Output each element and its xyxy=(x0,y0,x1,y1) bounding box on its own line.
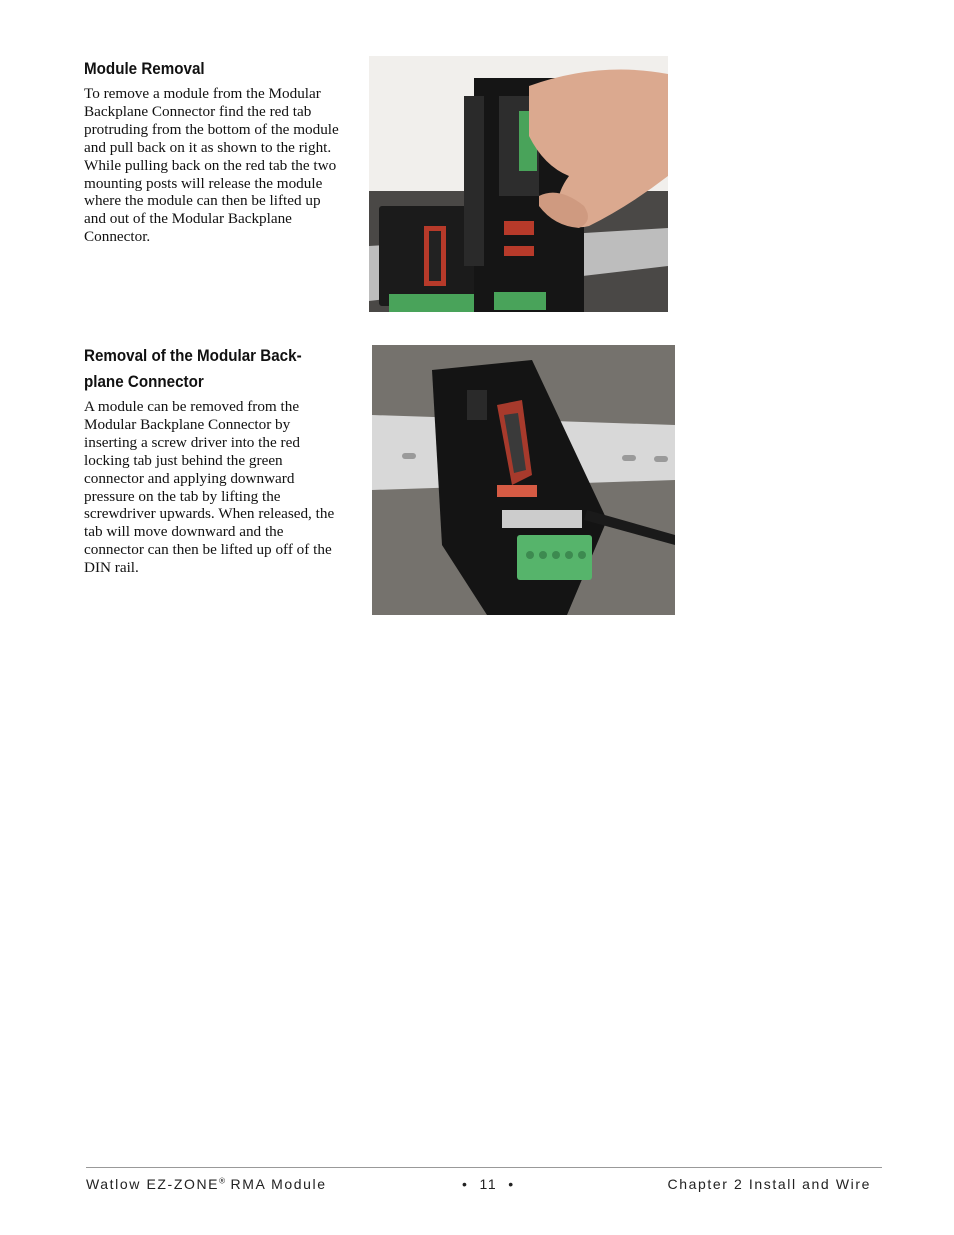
footer-product-name xyxy=(86,1176,327,1192)
backplane-removal-photo xyxy=(372,345,675,615)
footer-product-name-suffix: RMA Module xyxy=(225,1176,327,1192)
registered-mark: ® xyxy=(219,1176,226,1186)
section-body-module-removal: To remove a module from the Modular Backplane Connector find the red tab protruding from the bottom of the module and pull back on it as shown to the right. While pulling back on the red tab the two mounting posts will release the module where the module can then be lifted up and out of the Modular Backplane Connector. xyxy=(84,85,339,246)
footer-rule xyxy=(86,1167,882,1168)
footer-chapter-title: Chapter 2 Install and Wire xyxy=(667,1176,871,1192)
module-removal-photo xyxy=(369,56,668,312)
section-heading-backplane-removal-line2: plane Connector xyxy=(84,373,204,391)
module-removal-photo-graphic xyxy=(369,56,668,312)
section-heading-backplane-removal-line1: Removal of the Modular Back- xyxy=(84,347,302,365)
backplane-removal-photo-graphic xyxy=(372,345,675,615)
section-body-backplane-removal: A module can be removed from the Modular Backplane Connector by inserting a screw driver into the red locking tab just behind the green connector and applying downward pressure on the tab by lifting the screwdriver upwards. When released, the tab will move downward and the connector can then be lifted up off of the DIN rail. xyxy=(84,398,335,577)
section-heading-module-removal: Module Removal xyxy=(84,60,205,78)
footer-product-name-prefix: Watlow EZ-ZONE xyxy=(86,1176,220,1192)
footer-page-number: • 11 • xyxy=(462,1176,515,1192)
